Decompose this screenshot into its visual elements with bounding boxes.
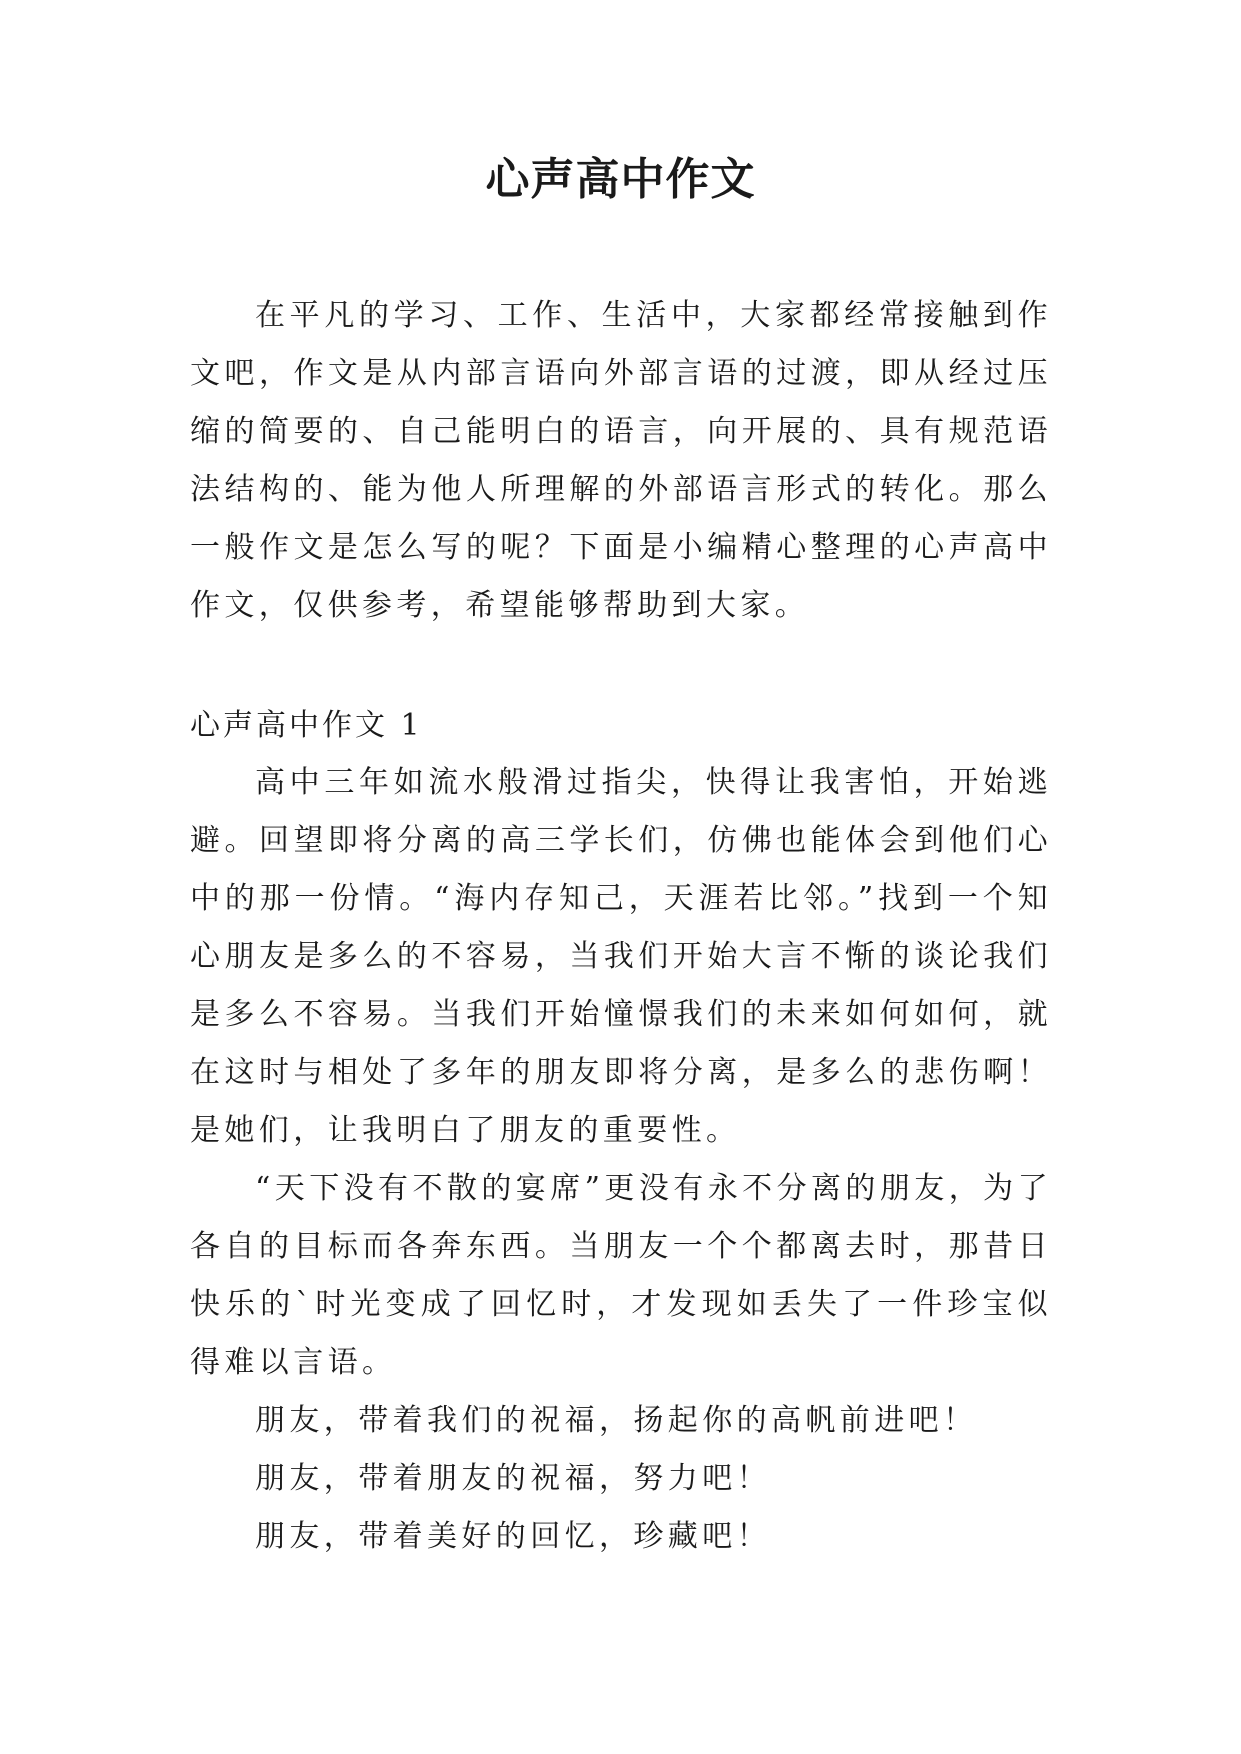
essay-paragraph: 朋友，带着我们的祝福，扬起你的高帆前进吧！ — [255, 1403, 978, 1438]
document-title: 心声高中作文 — [485, 154, 756, 205]
essay-paragraph: 高中三年如流水般滑过指尖，快得让我害怕，开始逃避。回望即将分离的高三学长们，仿佛也能体会到他们心中的那一份情。“海内存知己，天涯若比邻。”找到一个知心朋友是多么的不容易，当我们开始大言不惭的谈论我们是多么不容易。当我们开始憧憬我们的未来如何如何，就在这时与相处了多年的朋友即将分离，是多么的悲伤啊！是她们，让我明白了朋友的重要性。 — [190, 765, 1052, 1148]
essay-paragraph: “天下没有不散的宴席”更没有永不分离的朋友，为了各自的目标而各奔东西。当朋友一个个都离去时，那昔日快乐的`时光变成了回忆时，才发现如丢失了一件珍宝似得难以言语。 — [190, 1171, 1052, 1380]
section-title: 心声高中作文 1 — [190, 708, 423, 743]
essay-paragraph: 朋友，带着朋友的祝福，努力吧！ — [255, 1461, 771, 1496]
intro-paragraph: 在平凡的学习、工作、生活中，大家都经常接触到作文吧，作文是从内部言语向外部言语的过渡，即从经过压缩的简要的、自己能明白的语言，向开展的、具有规范语法结构的、能为他人所理解的外部语言形式的转化。那么一般作文是怎么写的呢？下面是小编精心整理的心声高中作文，仅供参考，希望能够帮助到大家。 — [190, 298, 1052, 623]
essay-paragraph: 朋友，带着美好的回忆，珍藏吧！ — [255, 1519, 771, 1554]
essay-body — [190, 754, 1052, 1566]
